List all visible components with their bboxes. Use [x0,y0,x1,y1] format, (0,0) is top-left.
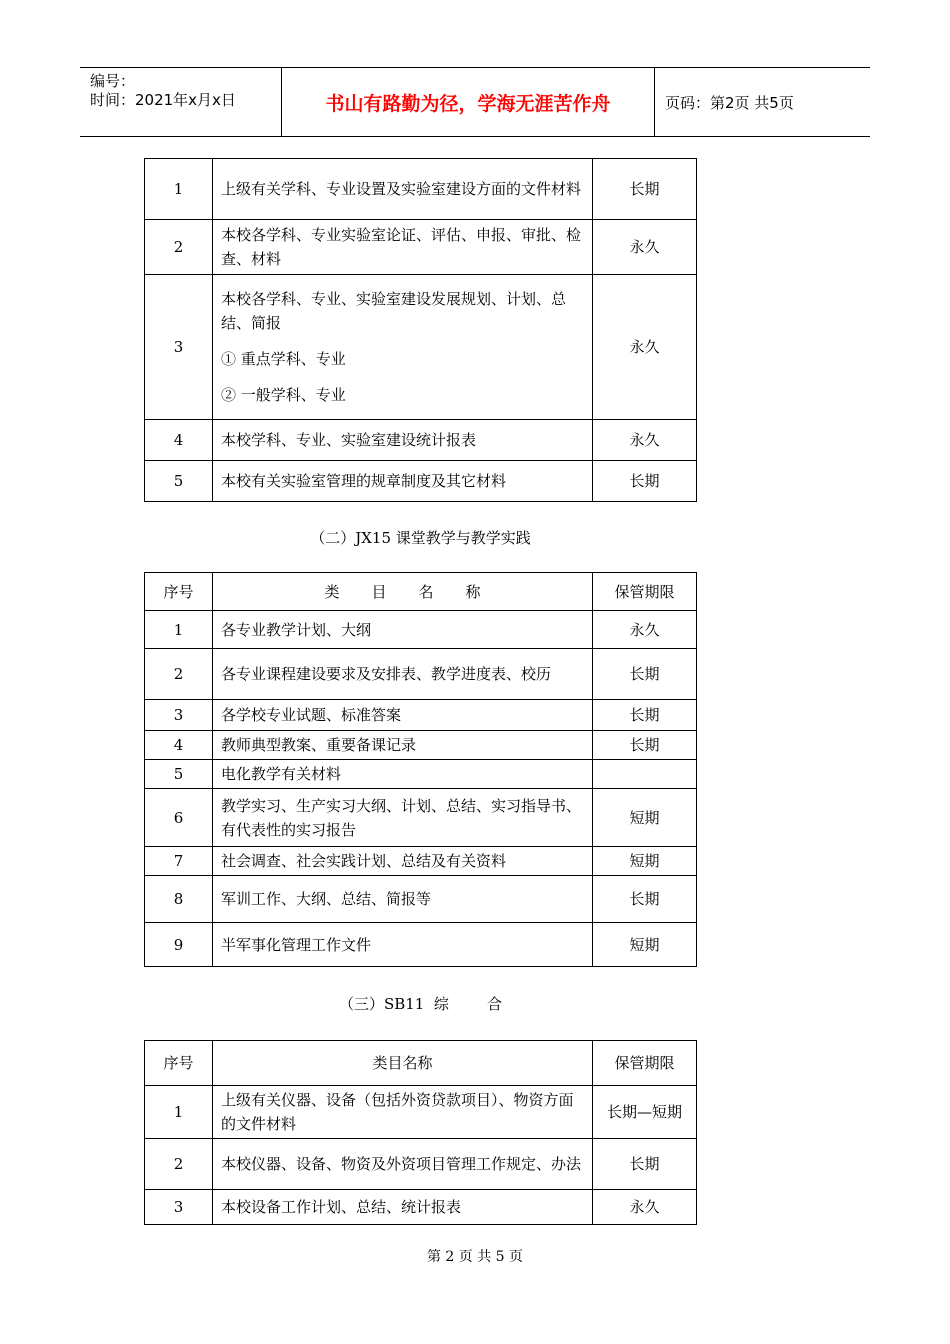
row-name: 本校设备工作计划、总结、统计报表 [213,1190,593,1225]
table-row [145,876,697,923]
table-row [145,220,697,275]
table-row [145,420,697,461]
table-row [145,159,697,220]
row-period: 短期 [593,923,697,967]
row-name: 本校学科、专业、实验室建设统计报表 [213,420,593,461]
table-row [145,789,697,847]
row-name: 本校各学科、专业、实验室建设发展规划、计划、总结、简报 [221,290,567,332]
row-period: 长期 [593,700,697,731]
page-header [80,67,870,137]
row-period: 长期 [593,731,697,760]
header-meta [80,68,282,136]
table-teaching-practice [144,572,697,967]
table-lab-construction [144,158,697,502]
row-name: 社会调查、社会实践计划、总结及有关资料 [213,847,593,876]
row-period: 长期 [593,1139,697,1190]
row-name: 上级有关学科、专业设置及实验室建设方面的文件材料 [213,159,593,220]
col-header-char: 类 [324,582,340,601]
table-row [145,731,697,760]
col-header-period: 保管期限 [593,573,697,611]
col-header-name [213,573,593,611]
row-period: 长期 [593,876,697,923]
table-row [145,1139,697,1190]
header-page-info: 页码：第2页 共5页 [665,93,794,112]
row-period: 永久 [593,611,697,649]
table-row [145,760,697,789]
table-row [145,700,697,731]
table-header-row [145,573,697,611]
row-period: 长期 [593,461,697,502]
row-number: 6 [145,789,213,847]
row-name: 本校各学科、专业实验室论证、评估、申报、审批、检查、材料 [213,220,593,275]
row-period: 长期 [593,159,697,220]
table-equipment-general [144,1040,697,1225]
row-subitem: ② 一般学科、专业 [221,386,346,404]
row-name: 本校仪器、设备、物资及外资项目管理工作规定、办法 [213,1139,593,1190]
row-period: 永久 [593,420,697,461]
table-row [145,611,697,649]
row-period: 永久 [593,275,697,420]
section-caption-sb11: （三）SB11 综 合 [338,995,503,1013]
row-name-multi [213,275,593,420]
row-number: 5 [145,760,213,789]
row-name: 半军事化管理工作文件 [213,923,593,967]
col-header-char: 目 [371,582,387,601]
row-number: 2 [145,1139,213,1190]
row-number: 1 [145,1086,213,1139]
row-name: 各专业教学计划、大纲 [213,611,593,649]
row-number: 8 [145,876,213,923]
row-number: 2 [145,220,213,275]
table-row [145,923,697,967]
document-number-label: 编号： [90,72,136,90]
row-number: 3 [145,700,213,731]
row-period: 长期—短期 [593,1086,697,1139]
page-footer: 第 2 页 共 5 页 [426,1249,524,1265]
row-number: 2 [145,649,213,700]
row-period: 永久 [593,220,697,275]
row-name: 军训工作、大纲、总结、简报等 [213,876,593,923]
row-period: 长期 [593,649,697,700]
row-number: 3 [145,275,213,420]
col-header-period: 保管期限 [593,1041,697,1086]
row-number: 7 [145,847,213,876]
col-header-number: 序号 [145,1041,213,1086]
row-name: 电化教学有关材料 [213,760,593,789]
row-name: 上级有关仪器、设备（包括外资贷款项目）、物资方面的文件材料 [213,1086,593,1139]
col-header-name: 类目名称 [213,1041,593,1086]
row-number: 4 [145,420,213,461]
table-header-row [145,1041,697,1086]
table-row [145,649,697,700]
row-name: 教师典型教案、重要备课记录 [213,731,593,760]
row-subitem: ① 重点学科、专业 [221,350,346,368]
header-motto: 书山有路勤为径，学海无涯苦作舟 [282,68,655,136]
table-row [145,1190,697,1225]
row-name: 各学校专业试题、标准答案 [213,700,593,731]
row-period [593,760,697,789]
row-name: 本校有关实验室管理的规章制度及其它材料 [213,461,593,502]
document-time-label: 时间：2021年x月x日 [90,91,236,109]
row-number: 4 [145,731,213,760]
table-row [145,461,697,502]
row-period: 短期 [593,847,697,876]
row-number: 3 [145,1190,213,1225]
row-number: 5 [145,461,213,502]
row-number: 9 [145,923,213,967]
row-number: 1 [145,159,213,220]
row-number: 1 [145,611,213,649]
row-name: 各专业课程建设要求及安排表、教学进度表、校历 [213,649,593,700]
col-header-char: 名 [418,582,434,601]
table-row [145,1086,697,1139]
col-header-char: 称 [465,582,481,601]
row-name: 教学实习、生产实习大纲、计划、总结、实习指导书、有代表性的实习报告 [213,789,593,847]
row-period: 永久 [593,1190,697,1225]
table-row [145,847,697,876]
col-header-number: 序号 [145,573,213,611]
row-period: 短期 [593,789,697,847]
section-caption-jx15: （二）JX15 课堂教学与教学实践 [310,529,531,547]
table-row [145,275,697,420]
